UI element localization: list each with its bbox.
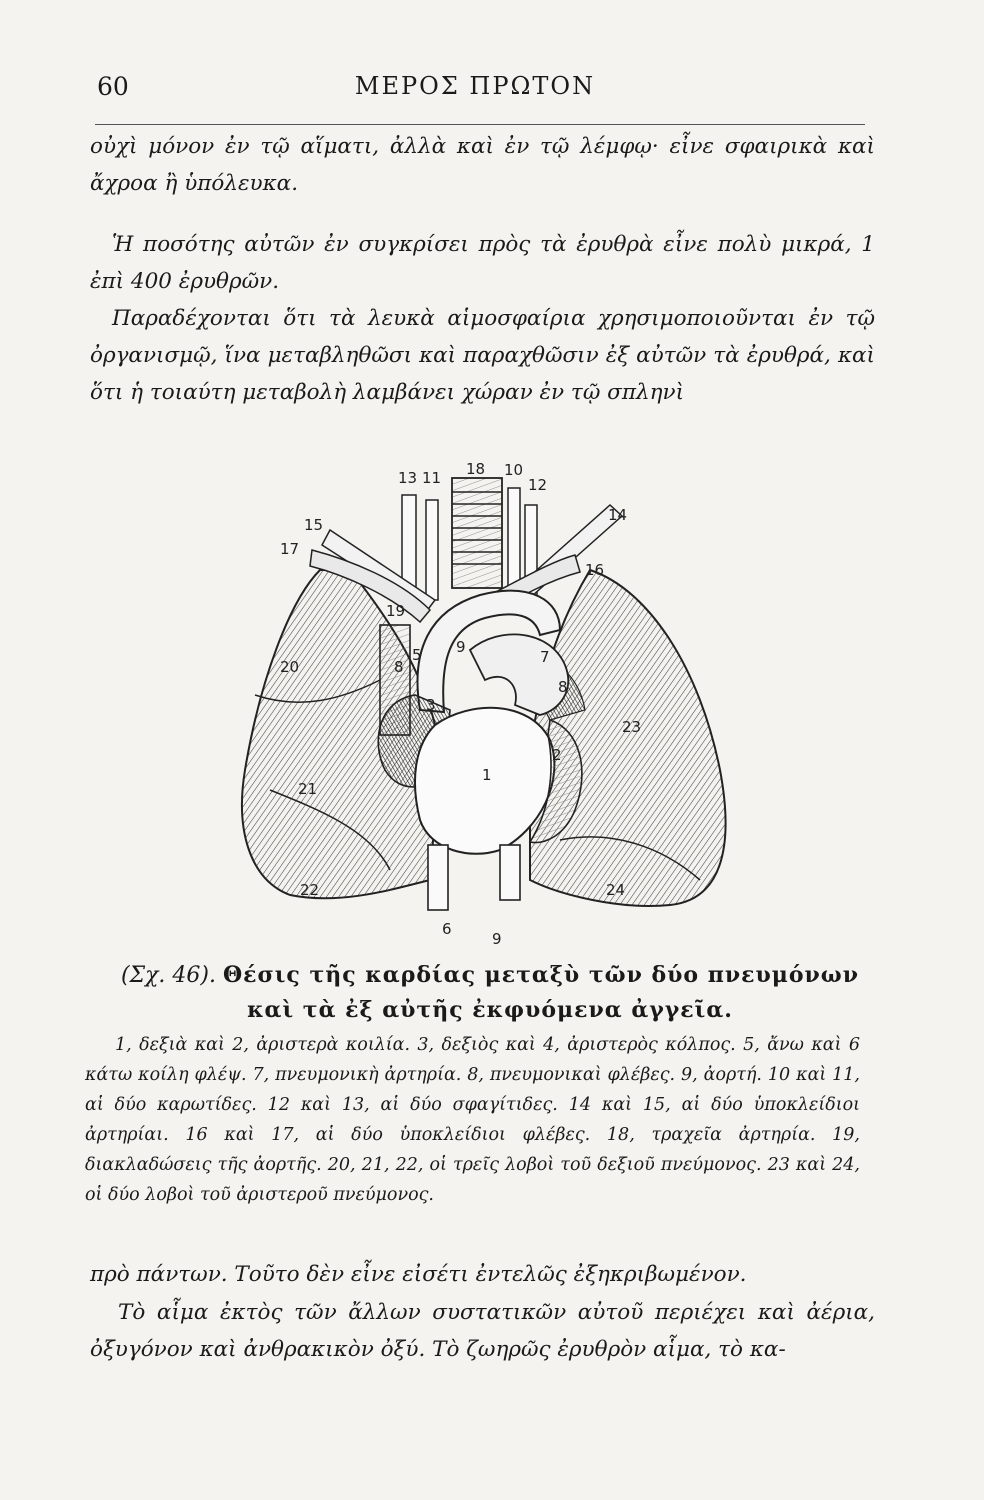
heart-lungs-illustration — [230, 450, 740, 955]
label-12: 12 — [528, 476, 548, 494]
inferior-vena-cava — [428, 845, 448, 910]
figure-title-line-2: καὶ τὰ ἐξ αὐτῆς ἐκφυόμενα ἀγγεῖα. — [247, 997, 733, 1023]
page-number: 60 — [97, 72, 129, 101]
vessel-11 — [426, 500, 438, 600]
label-6: 6 — [442, 920, 452, 938]
label-16: 16 — [585, 561, 605, 579]
anatomy-engraving — [230, 450, 740, 955]
label-18: 18 — [466, 460, 486, 478]
label-5: 5 — [412, 646, 422, 664]
running-head: ΜΕΡΟΣ ΠΡΩΤΟΝ — [354, 72, 596, 100]
label-8-left: 8 — [558, 678, 568, 696]
label-13: 13 — [398, 469, 418, 487]
paragraph-5: Τὸ αἷμα ἐκτὸς τῶν ἄλλων συστατικῶν αὐτοῦ περιέχει καὶ ἀέρια, ὀξυγόνον καὶ ἀνθρακικὸν ὀξύ. Τὸ ζωηρῶς ἐρυθρὸν αἷμα, τὸ κα- — [90, 1300, 875, 1362]
label-21: 21 — [298, 780, 318, 798]
header-rule — [95, 124, 865, 125]
paragraph-2: Ἡ ποσότης αὐτῶν ἐν συγκρίσει πρὸς τὰ ἐρυθρὰ εἶνε πολὺ μικρά, 1 ἐπὶ 400 ἐρυθρῶν. — [90, 232, 875, 294]
label-3: 3 — [426, 696, 436, 714]
pulmonary-artery — [470, 634, 568, 715]
label-9: 9 — [456, 638, 466, 656]
label-1: 1 — [482, 766, 492, 784]
page-header — [85, 66, 865, 106]
label-22: 22 — [300, 881, 320, 899]
trachea — [452, 478, 502, 588]
label-15: 15 — [304, 516, 324, 534]
label-9-bottom: 9 — [492, 930, 502, 948]
paragraph-3: Παραδέχονται ὅτι τὰ λευκὰ αἱμοσφαίρια χρησιμοποιοῦνται ἐν τῷ ὀργανισμῷ, ἵνα μεταβληθῶσι καὶ παραχθῶσιν ἐξ αὐτῶν τὰ ἐρυθρά, καὶ ὅτι ἡ τοιαύτη μεταβολὴ λαμβάνει χώραν ἐν τῷ σπληνὶ — [90, 306, 875, 405]
figure-caption — [110, 958, 870, 1028]
label-24: 24 — [606, 881, 626, 899]
figure-number: (Σχ. 46). — [120, 963, 216, 988]
label-2: 2 — [552, 746, 562, 764]
paragraph-1: οὐχὶ μόνον ἐν τῷ αἵματι, ἀλλὰ καὶ ἐν τῷ λέμφῳ· εἶνε σφαιρικὰ καὶ ἄχροα ἢ ὑπόλευκα. — [90, 134, 875, 196]
descending-aorta — [500, 845, 520, 900]
figure-legend: 1, δεξιὰ καὶ 2, ἀριστερὰ κοιλία. 3, δεξιὸς καὶ 4, ἀριστερὸς κόλπος. 5, ἄνω καὶ 6 κάτω κοίλη φλέψ. 7, πνευμονικὴ ἀρτηρία. 8, πνευμονικαὶ φλέβες. 9, ἀορτή. 10 καὶ 11, αἱ δύο καρωτίδες. 12 καὶ 13, αἱ δύο σφαγίτιδες. 14 καὶ 15, αἱ δύο ὑποκλείδιοι ἀρτηρίαι. 16 καὶ 17, αἱ δύο ὑποκλείδιοι φλέβες. 18, τραχεῖα ἀρτηρία. 19, διακλαδώσεις τῆς ἀορτῆς. 20, 21, 22, οἱ τρεῖς λοβοὶ τοῦ δεξιοῦ πνεύμονος. 23 καὶ 24, οἱ δύο λοβοὶ τοῦ ἀριστεροῦ πνεύμονος. — [85, 1035, 860, 1205]
label-7: 7 — [540, 648, 550, 666]
label-11: 11 — [422, 469, 442, 487]
label-8-right: 8 — [394, 658, 404, 676]
figure-title-line-1: Θέσις τῆς καρδίας μεταξὺ τῶν δύο πνευμόνων — [222, 962, 860, 988]
label-17: 17 — [280, 540, 300, 558]
paragraph-4: πρὸ πάντων. Τοῦτο δὲν εἶνε εἰσέτι ἐντελῶς ἐξηκριβωμένον. — [90, 1262, 747, 1287]
label-10: 10 — [504, 461, 524, 479]
label-19: 19 — [386, 602, 406, 620]
label-14: 14 — [608, 506, 628, 524]
label-20: 20 — [280, 658, 300, 676]
label-23: 23 — [622, 718, 642, 736]
